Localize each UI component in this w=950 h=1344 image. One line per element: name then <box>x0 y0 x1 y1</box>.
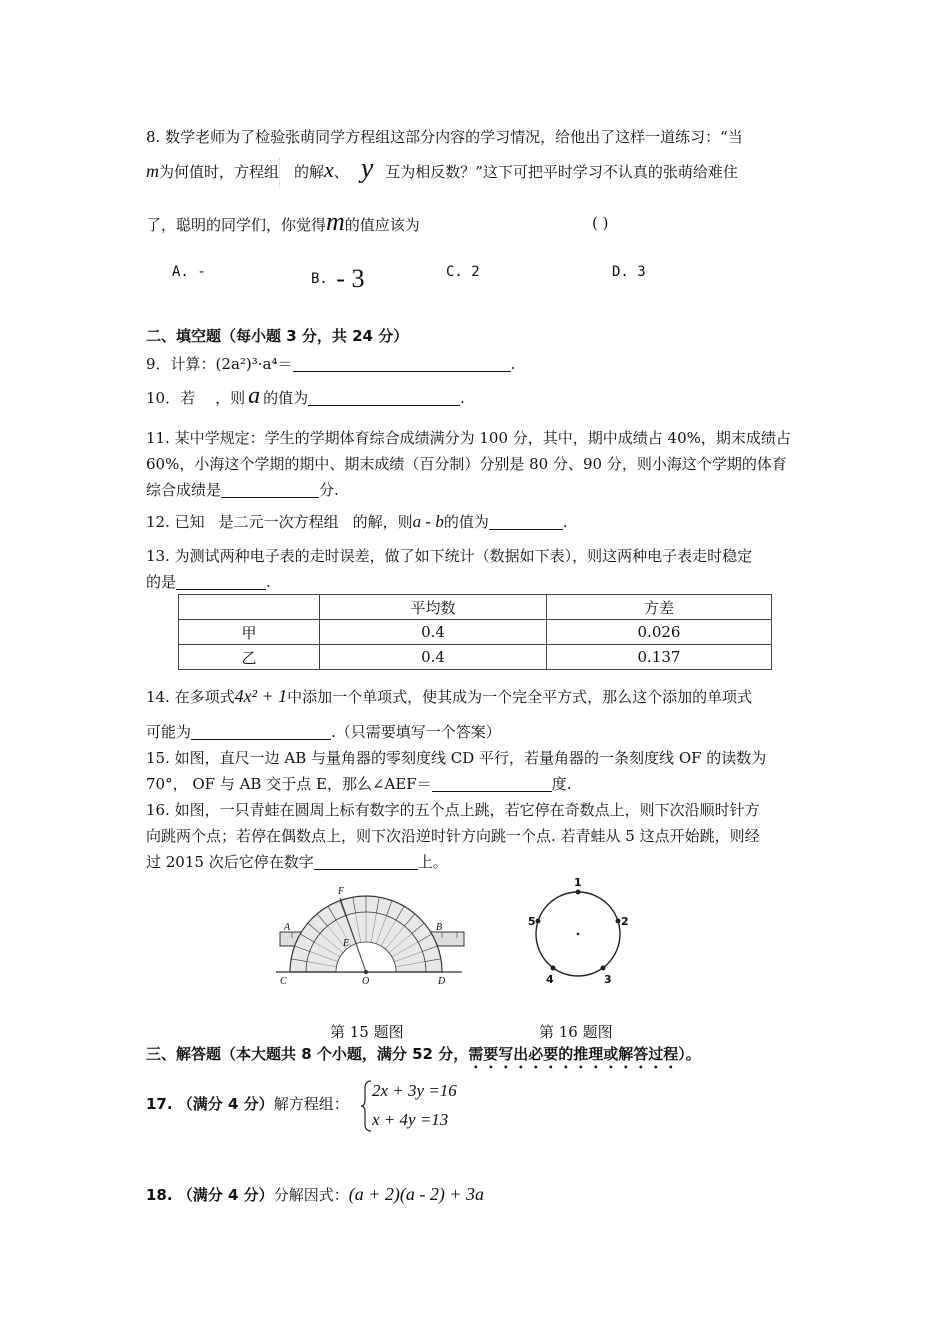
var-x: x <box>324 157 334 182</box>
q14-line2 <box>146 722 501 742</box>
q11-line2: 60%，小海这个学期的期中、期末成绩（百分制）分别是 80 分、90 分，则小海这个学期的体育 <box>146 455 787 473</box>
label-b: B <box>436 922 443 933</box>
q8-text-e: 了，聪明的同学们，你觉得 <box>146 216 327 234</box>
q12 <box>146 512 568 532</box>
q15-answer-blank[interactable] <box>432 775 552 792</box>
section-3-emphasis: 需要写出必要的推理或解答过程 <box>468 1045 679 1063</box>
q8-line2 <box>146 153 738 192</box>
table-header: 平均数 <box>320 595 547 620</box>
q18-expression: (a + 2)(a - 2) + 3a <box>348 1184 484 1204</box>
table-header <box>179 595 320 620</box>
q14-text-c: 可能为 <box>146 723 192 741</box>
equation-system-image <box>279 158 294 188</box>
q18-text: 分解因式： <box>273 1186 349 1204</box>
option-a: A. - <box>172 264 206 280</box>
q12-answer-blank[interactable] <box>489 513 563 530</box>
circle-points <box>536 890 621 971</box>
q16-line1: 16. 如图，一只青蛙在圆周上标有数字的五个点上跳，若它停在奇数点上，则下次沿顺时针方 <box>146 801 760 819</box>
q9 <box>146 354 515 374</box>
point-o <box>364 970 368 974</box>
table-row <box>179 645 772 670</box>
q16-text-b: 上。 <box>417 853 448 871</box>
point-label-1: 1 <box>574 876 582 889</box>
q16-line3 <box>146 852 448 872</box>
figure-16-caption: 第 16 题图 <box>539 1023 613 1041</box>
label-d: D <box>438 976 446 987</box>
figure-15-protractor <box>272 880 472 990</box>
q10-text-a: 10．若 <box>146 389 196 407</box>
point-label-3: 3 <box>604 973 612 986</box>
q8-text-f: 的值应该为 <box>344 216 420 234</box>
table-row <box>179 620 772 645</box>
q9-text: 9．计算：(2a²)³·a⁴＝ <box>146 355 293 373</box>
label-o: O <box>362 976 370 987</box>
q12-end: . <box>562 513 568 531</box>
q10-text-c: 的值为 <box>263 389 309 407</box>
q13-text-a: 的是 <box>146 573 177 591</box>
option-b <box>311 264 364 294</box>
q11-line1: 11. 某中学规定：学生的学期体育综合成绩满分为 100 分，其中，期中成绩占 40%，期末成绩占 <box>146 429 791 447</box>
q15-text-a: 70°， OF 与 AB 交于点 E，那么∠AEF＝ <box>146 775 432 793</box>
q12-expression: a - b <box>412 512 444 531</box>
q10-end: . <box>460 389 465 407</box>
q8-text-b: 的解 <box>294 163 325 181</box>
q10 <box>146 383 465 412</box>
q17-equation-2: x + 4y =13 <box>372 1110 449 1129</box>
q12-text-d: 的值为 <box>443 513 489 531</box>
q15-text-b: 度. <box>551 775 572 793</box>
table-header-row <box>179 595 772 620</box>
table-header: 方差 <box>547 595 772 620</box>
circle-center <box>577 933 580 936</box>
q14-text-b: 中添加一个单项式，使其成为一个完全平方式，那么这个添加的单项式 <box>287 688 753 706</box>
var-m-large: m <box>326 207 345 236</box>
option-b-value: - 3 <box>336 264 365 293</box>
figure-16-circle <box>525 872 635 990</box>
table-cell: 0.4 <box>320 645 547 670</box>
table-cell: 0.137 <box>547 645 772 670</box>
point-label-2: 2 <box>621 915 629 928</box>
q8-line3 <box>146 207 420 242</box>
q17 <box>146 1094 349 1114</box>
q12-text-a: 12. 已知 <box>146 513 205 531</box>
q17-equation-1: 2x + 3y =16 <box>372 1081 457 1100</box>
table-cell: 0.4 <box>320 620 547 645</box>
label-a: A <box>284 922 291 933</box>
var-y: y <box>360 153 374 184</box>
q14-line1 <box>146 686 752 710</box>
q9-end: . <box>510 355 516 373</box>
q16-answer-blank[interactable] <box>314 853 418 870</box>
q11-answer-blank[interactable] <box>221 481 319 498</box>
q17-score: 17. （满分 4 分） <box>146 1095 274 1113</box>
section-3-text-a: 三、解答题（本大题共 8 个小题，满分 52 分， <box>146 1045 469 1063</box>
q14-text-a: 14. 在多项式 <box>146 688 235 706</box>
figure-15-caption: 第 15 题图 <box>330 1023 404 1041</box>
q13-line2 <box>146 572 271 592</box>
label-e: E <box>343 938 350 949</box>
q16-text-a: 过 2015 次后它停在数字 <box>146 853 314 871</box>
option-c: C. 2 <box>446 264 480 280</box>
q8-text-c: 、 <box>333 163 349 181</box>
q14-polynomial: 4x² + 1 <box>234 686 288 706</box>
q10-answer-blank[interactable] <box>308 389 460 406</box>
q18 <box>146 1184 484 1206</box>
label-f: F <box>338 886 345 897</box>
q9-answer-blank[interactable] <box>293 355 511 372</box>
label-c: C <box>280 976 287 987</box>
q8-text-d: 互为相反数？”这下可把平时学习不认真的张萌给难住 <box>385 163 738 181</box>
q12-text-c: 的解，则 <box>352 513 413 531</box>
q10-text-b: ，则 <box>215 389 246 407</box>
q17-text: 解方程组： <box>273 1095 349 1113</box>
q11-text-a: 综合成绩是 <box>146 481 222 499</box>
option-b-label: B. <box>311 271 328 287</box>
q14-text-d: .（只需要填写一个答案） <box>331 723 501 741</box>
table-cell: 乙 <box>179 645 320 670</box>
q14-answer-blank[interactable] <box>191 723 331 740</box>
q8-text-a: 为何值时，方程组 <box>159 163 280 181</box>
var-m: m <box>146 161 159 181</box>
table-cell: 0.026 <box>547 620 772 645</box>
point-label-5: 5 <box>528 915 536 928</box>
q13-text-b: . <box>266 573 271 591</box>
section-3-text-c: ）。 <box>678 1045 701 1063</box>
section-3-title <box>146 1044 701 1072</box>
stat-table <box>178 594 772 670</box>
option-d: D. 3 <box>612 264 646 280</box>
q15-line1: 15. 如图，直尺一边 AB 与量角器的零刻度线 CD 平行，若量角器的一条刻度线 OF 的读数为 <box>146 749 767 767</box>
q15-line2 <box>146 774 571 794</box>
var-a: a <box>248 383 261 409</box>
answer-parentheses: ( ) <box>592 214 609 232</box>
q11-line3 <box>146 480 339 500</box>
table-cell: 甲 <box>179 620 320 645</box>
q13-answer-blank[interactable] <box>176 573 266 590</box>
q16-line2: 向跳两个点；若停在偶数点上，则下次沿逆时针方向跳一个点. 若青蛙从 5 这点开始跳，则经 <box>146 827 760 845</box>
q13-line1: 13. 为测试两种电子表的走时误差，做了如下统计（数据如下表），则这两种电子表走时稳定 <box>146 547 753 565</box>
q12-text-b: 是二元一次方程组 <box>218 513 339 531</box>
q8-line1: 8. 数学老师为了检验张萌同学方程组这部分内容的学习情况，给他出了这样一道练习：“当 <box>146 128 743 146</box>
q18-score: 18. （满分 4 分） <box>146 1186 274 1204</box>
q11-text-b: 分. <box>319 481 339 499</box>
point-label-4: 4 <box>546 973 554 986</box>
section-2-title: 二、填空题（每小题 3 分，共 24 分） <box>146 327 409 345</box>
